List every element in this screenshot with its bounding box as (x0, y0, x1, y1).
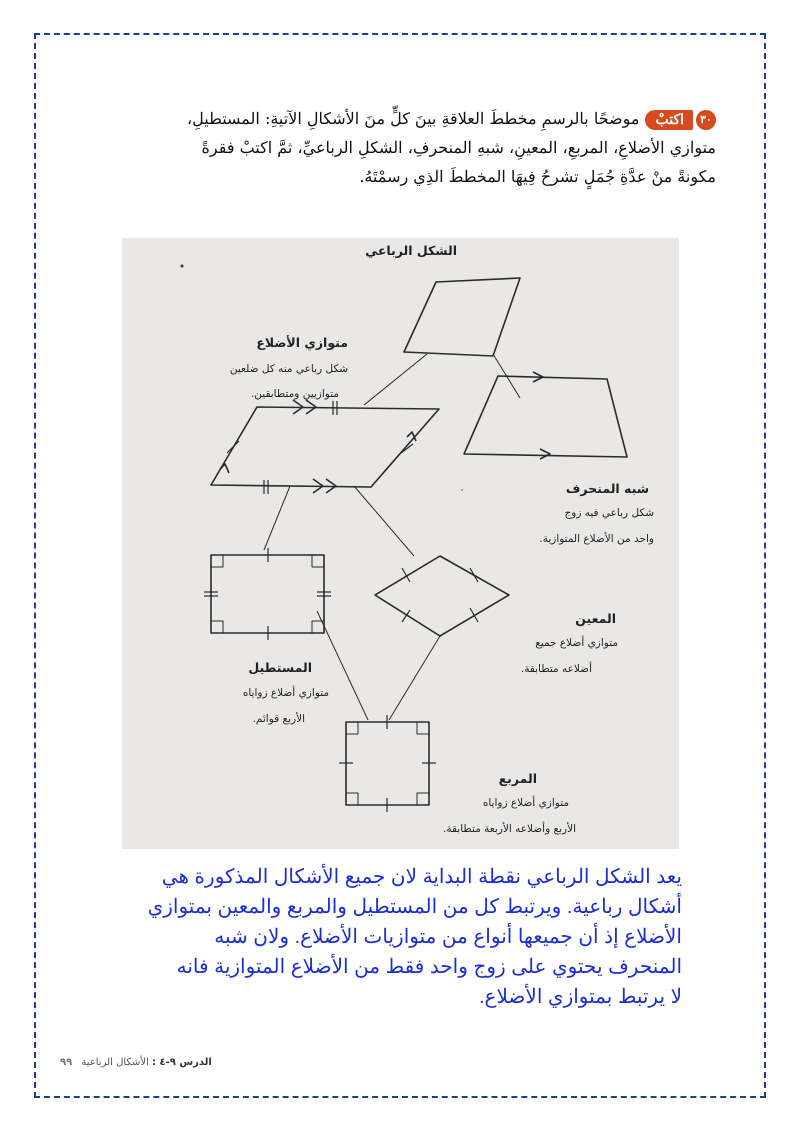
page-footer (60, 1057, 212, 1068)
question-line-3: مكونةً منْ عدَّةِ جُمَلٍ تشرحُ فِيهَا المخططَ الذِي رسمْتَهُ. (359, 167, 716, 186)
quadrilateral-shape (404, 278, 520, 356)
trapezoid-desc-2: واحد من الأضلاع المتوازية. (539, 533, 654, 545)
answer-line-1: يعد الشكل الرباعي نقطة البداية لان جميع الأشكال المذكورة هي (161, 866, 682, 888)
rectangle-desc-1: متوازي أضلاع زواياه (242, 687, 329, 699)
trapezoid-arrow-bottom (540, 449, 550, 459)
trapezoid-shape (464, 376, 627, 457)
rectangle-label: المستطيل (248, 660, 312, 675)
question-block (105, 104, 716, 191)
footer-topic: الأشكال الرباعية (81, 1057, 149, 1068)
rectangle-shape (211, 555, 324, 633)
parallelogram-label: متوازي الأضلاع (256, 335, 348, 350)
connector-parallelogram-rhombus (354, 486, 414, 556)
trapezoid-label: شبه المنحرف (565, 481, 649, 496)
connector-quad-parallelogram (364, 354, 427, 405)
answer-line-5: لا يرتبط بمتوازي الأضلاع. (479, 986, 682, 1008)
parallelogram-desc-2: متوازيين ومتطابقين. (250, 388, 339, 400)
footer-page-number: ٩٩ (60, 1057, 73, 1068)
square-shape (346, 722, 429, 805)
footer-lesson: الدرس ٩-٤ : (152, 1057, 212, 1068)
answer-line-3: الأضلاع إذ أن جميعها أنواع من متوازيات الأضلاع. ولان شبه (214, 926, 682, 948)
square-desc-2: الأربع وأضلاعه الأربعة متطابقة. (443, 823, 576, 835)
question-number-badge: ٣٠ (696, 110, 716, 130)
parallelogram-desc-1: شكل رباعي منه كل ضلعين (229, 363, 348, 375)
parallelogram-shape (211, 407, 439, 487)
trapezoid-desc-1: شكل رباعي فيه زوج (564, 507, 654, 519)
quadrilateral-label: الشكل الرباعي (365, 243, 457, 258)
answer-paragraph (116, 862, 682, 1012)
answer-line-2: أشكال رباعية. ويرتبط كل من المستطيل والمربع والمعين بمتوازي (147, 896, 682, 918)
answer-line-4: المنحرف يحتوي على زوج واحد فقط من الأضلاع المتوازية فانه (176, 956, 682, 978)
question-line-1 (105, 104, 716, 133)
question-text-1: موضحًا بالرسمِ مخططَ العلاقةِ بينَ كلٍّ منَ الأشكالِ الآتيةِ: المستطيلِ، (186, 109, 640, 128)
connector-parallelogram-rectangle (264, 486, 290, 550)
rhombus-shape (375, 556, 509, 636)
rectangle-desc-2: الأربع قوائم. (252, 713, 305, 725)
square-desc-1: متوازي أضلاع زواياه (482, 797, 569, 809)
write-tag: اكتبْ (645, 110, 693, 130)
question-line-2: متوازي الأضلاعِ، المربعِ، المعينِ، شبهِ المنحرفِ، الشكلِ الرباعيِّ، ثمَّ اكتبْ فقرةً (201, 138, 716, 157)
square-label: المربع (498, 771, 537, 786)
connector-rhombus-square (389, 636, 440, 720)
parallelogram-arrow-left (220, 464, 229, 473)
rhombus-desc-2: أضلاعه متطابقة. (520, 663, 592, 675)
quadrilateral-hierarchy-diagram (122, 238, 679, 849)
rhombus-label: المعين (575, 611, 616, 626)
rhombus-desc-1: متوازي أضلاع جميع (535, 637, 618, 649)
